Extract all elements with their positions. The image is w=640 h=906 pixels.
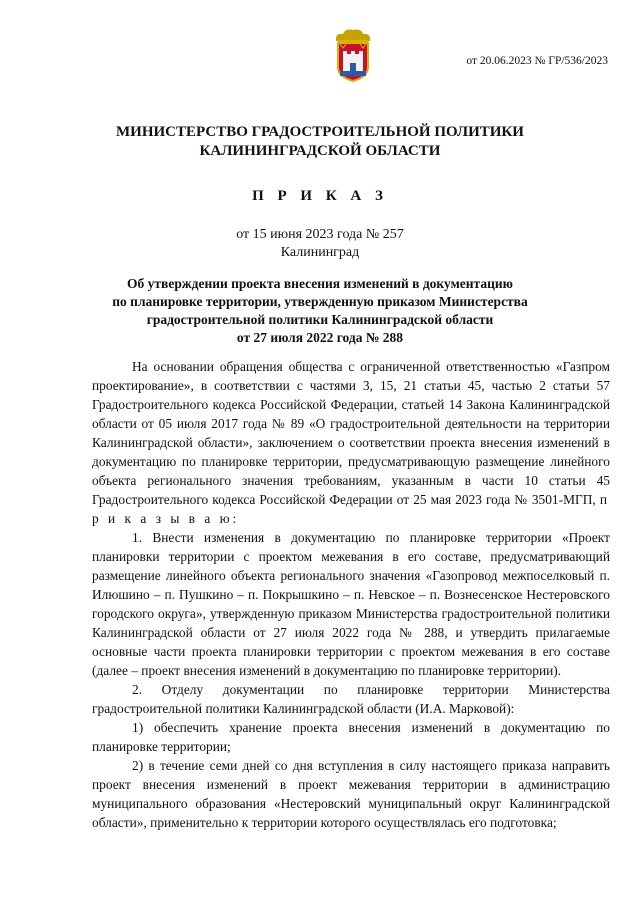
ministry-line-2: КАЛИНИНГРАДСКОЙ ОБЛАСТИ (199, 143, 441, 159)
intro-text: На основании обращения общества с ограниченной ответственностью «Газпром проектирование», в соответствии с частями 3, 15, 21 статьи 45, частью 2 статьи 57 Градостроительного кодекса Российской Федерации, статьей 14 Закона Калининградской области от 05 июля 2017 года № 89 «О градостроительной деятельности на территории Калининградской области», заключением о соответствии проекта внесения изменений в документацию по планировке территории, предусматривающую размещение линейного объекта регионального значения требованиям, указанным в части 10 статьи 45 Градостроительного кодекса Российской Федерации от 25 мая 2023 года № 3501-МГП, (92, 359, 610, 507)
item-1: 1. Внести изменения в документацию по планировке территории «Проект планировки территории с проектом межевания в его составе, предусматривающий размещение линейного объекта регионального значения «Газопровод межпоселковый п. Илюшино – п. Пушкино – п. Покрышкино – п. Невское – п. Вознесенское Нестеровского городского округа», утвержденную приказом Министерства градостроительной политики Калининградской области от 27 июля 2022 года № 288, и утвердить прилагаемые основные части проекта планировки территории с проектом межевания в его составе (далее – проект внесения изменений в документацию по планировке территории). (92, 530, 610, 678)
order-city: Калининград (280, 245, 360, 260)
order-body (92, 357, 610, 832)
document-type: П Р И К А З (252, 188, 388, 204)
order-date: от 15 июня 2023 года № 257 (236, 227, 404, 242)
item-2-2: 2) в течение семи дней со дня вступления в силу настоящего приказа направить проект внесения изменений в проект межевания территории в администрацию муниципального образования «Нестеровский муниципальный округ Калининградской области», применительно к территории которого осуществлялась его подготовка; (92, 758, 610, 830)
title-line-4: от 27 июля 2022 года № 288 (236, 330, 404, 345)
coat-of-arms-icon (330, 27, 376, 83)
ministry-line-1: МИНИСТЕРСТВО ГРАДОСТРОИТЕЛЬНОЙ ПОЛИТИКИ (116, 124, 524, 140)
order-verb: п р и к а з ы в а ю: (92, 492, 610, 526)
item-2: 2. Отделу документации по планировке территории Министерства градостроительной политики Калининградской области (И.А. Марковой): (92, 682, 610, 716)
title-line-3: градостроительной политики Калининградской области (146, 312, 494, 327)
title-line-2: по планировке территории, утвержденную приказом Министерства (112, 294, 528, 309)
intro-paragraph (92, 357, 610, 528)
ministry-name (0, 123, 640, 161)
order-title (0, 275, 640, 347)
item-2-1: 1) обеспечить хранение проекта внесения изменений в документацию по планировке территории; (92, 720, 610, 754)
registration-number: от 20.06.2023 № ГР/536/2023 (466, 55, 608, 67)
title-line-1: Об утверждении проекта внесения изменений в документацию (127, 276, 513, 291)
order-date-block (0, 226, 640, 262)
